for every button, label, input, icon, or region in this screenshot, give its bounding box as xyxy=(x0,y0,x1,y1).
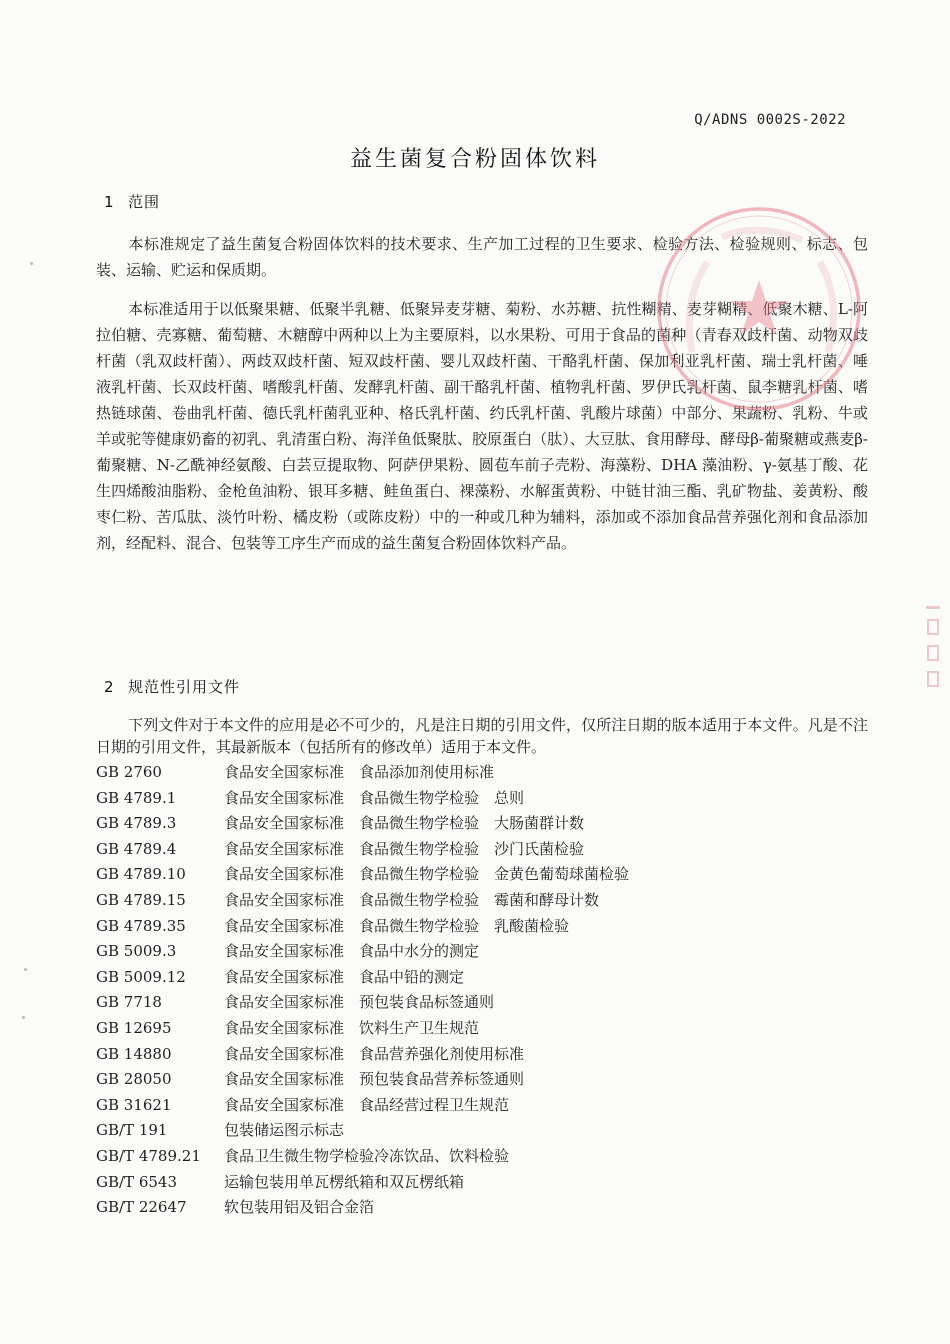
section-1-paragraph-1 xyxy=(96,231,868,283)
scan-speck xyxy=(24,968,27,971)
reference-row xyxy=(96,1016,876,1042)
reference-code: GB 28050 xyxy=(96,1070,172,1089)
reference-title: 食品安全国家标准 食品微生物学检验 大肠菌群计数 xyxy=(224,814,585,833)
reference-row xyxy=(96,965,876,991)
reference-code: GB 2760 xyxy=(96,763,162,781)
scan-speck xyxy=(22,1016,25,1019)
reference-row xyxy=(96,1195,876,1221)
reference-code: GB 4789.15 xyxy=(96,890,186,909)
reference-row xyxy=(96,1093,876,1119)
reference-code: GB/T 6543 xyxy=(96,1172,178,1191)
reference-title: 食品卫生微生物学检验冷冻饮品、饮料检验 xyxy=(224,1146,510,1165)
reference-row xyxy=(96,786,876,812)
reference-title: 运输包装用单瓦楞纸箱和双瓦楞纸箱 xyxy=(224,1172,465,1191)
reference-code: GB 4789.1 xyxy=(96,788,177,807)
reference-row xyxy=(96,760,876,786)
reference-title: 软包装用铝及铝合金箔 xyxy=(224,1198,375,1217)
reference-code: GB/T 4789.21 xyxy=(96,1146,201,1165)
reference-title: 食品安全国家标准 食品微生物学检验 乳酸菌检验 xyxy=(224,916,570,935)
reference-row xyxy=(96,811,876,837)
section-2-number: 2 xyxy=(104,678,115,696)
reference-title: 食品安全国家标准 食品微生物学检验 总则 xyxy=(224,788,525,807)
reference-row xyxy=(96,1170,876,1196)
section-1-title: 范围 xyxy=(128,193,161,211)
reference-code: GB 14880 xyxy=(96,1044,172,1063)
reference-title: 食品安全国家标准 食品微生物学检验 沙门氏菌检验 xyxy=(224,839,585,858)
reference-row xyxy=(96,888,876,914)
page-edge-stamp-icon xyxy=(924,606,942,702)
section-2-title: 规范性引用文件 xyxy=(128,678,241,696)
reference-row xyxy=(96,990,876,1016)
reference-list xyxy=(96,760,876,1221)
reference-code: GB 7718 xyxy=(96,993,162,1012)
reference-title: 食品安全国家标准 预包装食品营养标签通则 xyxy=(224,1070,525,1089)
reference-code: GB 4789.35 xyxy=(96,916,186,935)
reference-title: 食品安全国家标准 食品经营过程卫生规范 xyxy=(224,1095,510,1114)
section-1-paragraph-2 xyxy=(96,296,868,556)
section-2-intro xyxy=(96,714,868,758)
reference-row xyxy=(96,1118,876,1144)
reference-code: GB 5009.3 xyxy=(96,942,177,961)
reference-code: GB 4789.4 xyxy=(96,839,177,858)
reference-title: 食品安全国家标准 食品中铅的测定 xyxy=(224,967,465,986)
reference-title: 食品安全国家标准 饮料生产卫生规范 xyxy=(224,1018,480,1037)
reference-title: 食品安全国家标准 食品微生物学检验 霉菌和酵母计数 xyxy=(224,890,600,909)
reference-title: 食品安全国家标准 食品营养强化剂使用标准 xyxy=(224,1044,525,1063)
reference-title: 食品安全国家标准 食品添加剂使用标准 xyxy=(224,763,495,781)
document-title: 益生菌复合粉固体饮料 xyxy=(349,147,600,172)
reference-code: GB 4789.10 xyxy=(96,865,186,884)
reference-row xyxy=(96,1067,876,1093)
reference-row xyxy=(96,939,876,965)
scan-speck xyxy=(30,262,33,265)
section-1-number: 1 xyxy=(104,193,115,211)
reference-code: GB/T 191 xyxy=(96,1121,168,1140)
section-1-paragraph-2-text: 本标准适用于以低聚果糖、低聚半乳糖、低聚异麦芽糖、菊粉、水苏糖、抗性糊精、麦芽糊精、低聚木糖、L-阿拉伯糖、壳寡糖、葡萄糖、木糖醇中两种以上为主要原料，以水果粉、可用于食品的菌种（青春双歧杆菌、动物双歧杆菌（乳双歧杆菌）、两歧双歧杆菌、短双歧杆菌、婴儿双歧杆菌、干酪乳杆菌、保加利亚乳杆菌、瑞士乳杆菌、唾液乳杆菌、长双歧杆菌、嗜酸乳杆菌、发酵乳杆菌、副干酪乳杆菌、植物乳杆菌、罗伊氏乳杆菌、鼠李糖乳杆菌、嗜热链球菌、卷曲乳杆菌、德氏乳杆菌乳亚种、格氏乳杆菌、约氏乳杆菌、乳酸片球菌）中部分、果蔬粉、乳粉、牛或羊或驼等健康奶畜的初乳、乳清蛋白粉、海洋鱼低聚肽、胶原蛋白（肽）、大豆肽、食用酵母、酵母β-葡聚糖或燕麦β-葡聚糖、N-乙酰神经氨酸、白芸豆提取物、阿萨伊果粉、圆苞车前子壳粉、海藻粉、DHA 藻油粉、γ-氨基丁酸、花生四烯酸油脂粉、金枪鱼油粉、银耳多糖、鲑鱼蛋白、裸藻粉、水解蛋黄粉、中链甘油三酯、乳矿物盐、姜黄粉、酸枣仁粉、苦瓜肽、淡竹叶粉、橘皮粉（或陈皮粉）中的一种或几种为辅料，添加或不添加食品营养强化剂和食品添加剂，经配料、混合、包装等工序生产而成的益生菌复合粉固体饮料产品。 xyxy=(96,300,868,552)
reference-title: 食品安全国家标准 预包装食品标签通则 xyxy=(224,993,495,1012)
reference-code: GB 31621 xyxy=(96,1095,172,1114)
reference-row xyxy=(96,914,876,940)
reference-code: GB 12695 xyxy=(96,1018,172,1037)
section-2-heading xyxy=(104,676,240,697)
section-1-paragraph-1-text: 本标准规定了益生菌复合粉固体饮料的技术要求、生产加工过程的卫生要求、检验方法、检验规则、标志、包装、运输、贮运和保质期。 xyxy=(96,235,868,279)
section-2-intro-text: 下列文件对于本文件的应用是必不可少的，凡是注日期的引用文件，仅所注日期的版本适用于本文件。凡是不注日期的引用文件，其最新版本（包括所有的修改单）适用于本文件。 xyxy=(96,716,868,756)
reference-row xyxy=(96,862,876,888)
reference-code: GB/T 22647 xyxy=(96,1198,187,1217)
reference-title: 食品安全国家标准 食品中水分的测定 xyxy=(224,942,480,961)
reference-row xyxy=(96,1042,876,1068)
reference-code: GB 5009.12 xyxy=(96,967,186,986)
section-1-heading xyxy=(104,191,160,212)
reference-row xyxy=(96,837,876,863)
reference-code: GB 4789.3 xyxy=(96,814,177,833)
reference-row xyxy=(96,1144,876,1170)
standard-code: Q/ADNS 0002S-2022 xyxy=(694,112,846,128)
reference-title: 食品安全国家标准 食品微生物学检验 金黄色葡萄球菌检验 xyxy=(224,865,630,884)
reference-title: 包装储运图示标志 xyxy=(224,1121,345,1140)
